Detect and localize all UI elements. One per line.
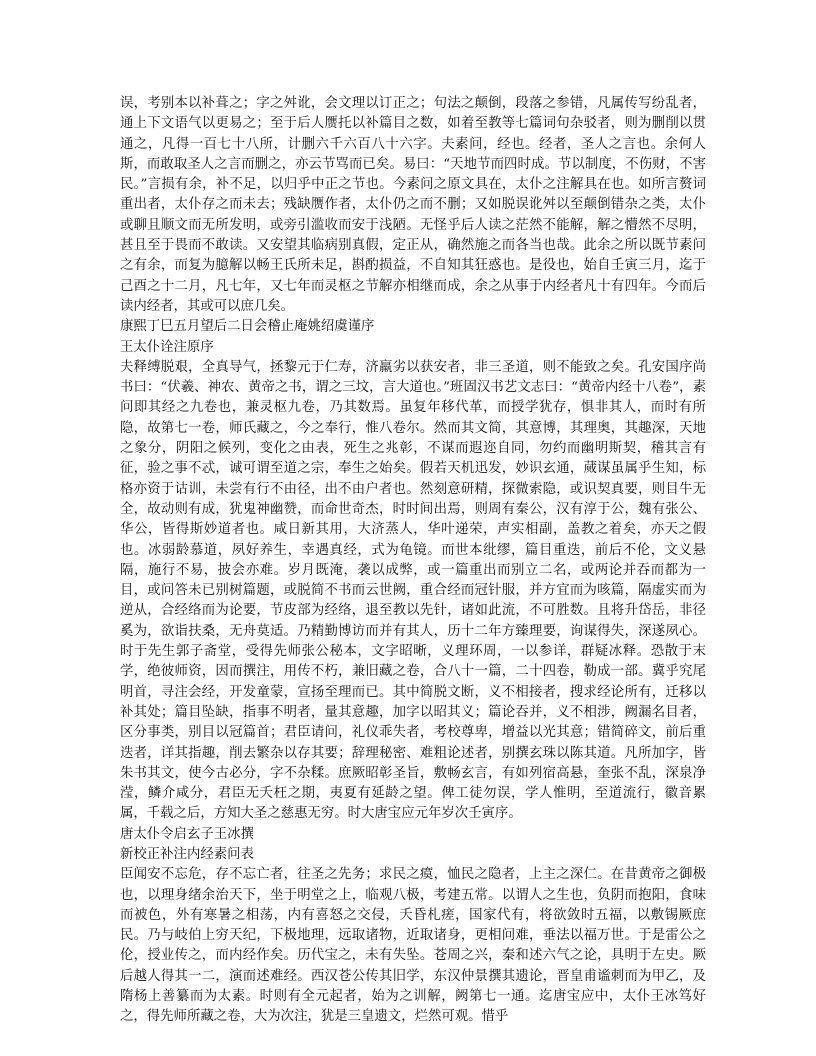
section-title-memorial: 新校正补注内经素问表 [120, 846, 254, 862]
document-page [120, 94, 706, 1028]
memorial-paragraph: 臣闻安不忘危，存不忘亡者，往圣之先务；求民之瘼，恤民之隐者，上主之深仁。在昔黄帝之御极也，以理身绪余治天下，坐于明堂之上，临观八极，考建五常。以谓人之生也，负阴而抱阳，食味而被色，外有寒暑之相荡，内有喜怒之交侵，夭昏札瘥，国家代有，将欲敛时五福，以敷锡厥庶民。乃与岐伯上穷天纪，下极地理，远取诸物，近取诸身，更相问难，垂法以福万世。于是雷公之伦，授业传之，而内经作矣。历代宝之，未有失坠。苍周之兴，秦和述六气之论，具明于左史。厥后越人得其一二，演而述难经。西汉苍公传其旧学，东汉仲景撰其遗论，晋皇甫谧刺而为甲乙，及隋杨上善纂而为太素。时则有全元起者，始为之训解，阙第七一通。迄唐宝应中，太仆王冰笃好之，得先师所藏之卷，大为次注，犹是三皇遗文，烂然可观。惜乎 [120, 867, 706, 1025]
preface-signature: 康熙丁巳五月望后二日会稽止庵姚绍虞谨序 [120, 319, 375, 335]
preface-continuation-paragraph: 误，考别本以补葺之；字之舛讹，会文理以订正之；句法之颠倒，段落之参错，凡属传写纷乱者，通上下文语气以更易之；至于后人赝托以补篇目之数，如着至教等七篇词句杂驳者，则为删削以贯通之，凡得一百七十八所，计删六千六百八十六字。夫素问，经也。经者，圣人之言也。余何人斯，而敢取圣人之言而删之，亦云节骂而已矣。易曰：“天地节而四时成。节以制度，不伤财，不害民。”言损有余，补不足，以归乎中正之节也。今素问之原文具在，太仆之注解具在也。如所言赘词重出者，太仆存之而未去；残缺赝作者，太仆仍之而不删；又如脱误讹舛以至颠倒错杂之类，太仆或聊且顺文而无所发明，或旁引滥收而安于浅陋。无怪乎后人读之茫然不能解，解之懵然不尽明，甚且至于畏而不敢读。又安望其临病别真假，定正从，确然施之而各当也哉。此余之所以既节素问之有余，而复为臆解以畅王氏所未足，斟酌损益，不自知其狂惑也。是役也，始自壬寅三月，迄于己酉之十二月，凡七年，又七年而灵枢之节解亦相继而成，余之从事于内经者凡十有四年。今而后读内经者，其或可以庶几矣。 [120, 96, 706, 314]
wang-preface-paragraph: 夫释缚脱艰，全真导气，拯黎元于仁寿，济羸劣以获安者，非三圣道，则不能致之矣。孔安国序尚书曰：“伏羲、神农、黄帝之书，谓之三坟，言大道也。”班固汉书艺文志曰：“黄帝内经十八卷”，素问即其经之九卷也，兼灵枢九卷，乃其数焉。虽复年移代革，而授学犹存，惧非其人，而时有所隐，故第七一卷，师氏藏之，今之奉行，惟八卷尔。然而其文简，其意博，其理奥，其趣深，天地之象分，阴阳之候列，变化之由表，死生之兆彰，不谋而遐迩自同，勿约而幽明斯契，稽其言有征，验之事不忒，诚可谓至道之宗，奉生之始矣。假若天机迅发，妙识玄通，蒇谋虽属乎生知，标格亦资于诂训，未尝有行不由径，出不由户者也。然刻意研精，探微索隐，或识契真要，则目牛无全，故动则有成，犹鬼神幽赞，而命世奇杰，时时间出焉，则周有秦公，汉有淳于公，魏有张公、华公，皆得斯妙道者也。咸日新其用，大济蒸人，华叶递荣，声实相副，盖教之着矣，亦天之假也。冰弱龄慕道，夙好养生，幸遇真经，式为龟镜。而世本纰缪，篇目重迭，前后不伦，文义悬隔，施行不易，披会亦难。岁月既淹，袭以成弊，或一篇重出而别立二名，或两论并吞而都为一目，或问答未已别树篇题，或脱简不书而云世阙，重合经而冠针服，并方宜而为咳篇，隔虚实而为逆从，合经络而为论要，节皮部为经络，退至教以先针，诸如此流，不可胜数。且将升岱岳，非径奚为，欲诣扶桑，无舟莫适。乃精勤博访而并有其人，历十二年方臻理要，询谋得失，深遂夙心。时于先生郭子斋堂，受得先师张公秘本，文字昭晰，义理环周，一以参详，群疑冰释。恐散于末学，绝彼师资，因而撰注，用传不朽，兼旧藏之卷，合八十一篇，二十四卷，勒成一部。冀乎究尾明首，寻注会经，开发童蒙，宣扬至理而已。其中简脱文断，义不相接者，搜求经论所有，迁移以补其处；篇目坠缺，指事不明者，量其意趣，加字以昭其义；篇论吞并，义不相涉，阙漏名目者，区分事类，别目以冠篇首；君臣请问，礼仪乖失者，考校尊卑，增益以光其意；错简碎文，前后重迭者，详其指趣，削去繁杂以存其要；辞理秘密、难粗论述者，别撰玄珠以陈其道。凡所加字，皆朱书其文，使今古必分，字不杂糅。庶厥昭彰圣旨，敷畅玄言，有如列宿高悬，奎张不乱，深泉净滢，鳞介咸分，君臣无夭枉之期，夷夏有延龄之望。俾工徒勿误，学人惟明，至道流行，徽音累属，千载之后，方知大圣之慈惠无穷。时大唐宝应元年岁次壬寅序。 [120, 359, 706, 822]
author-attribution: 唐太仆令启玄子王冰撰 [120, 826, 254, 842]
section-title-wang-preface: 王太仆诠注原序 [120, 339, 214, 355]
